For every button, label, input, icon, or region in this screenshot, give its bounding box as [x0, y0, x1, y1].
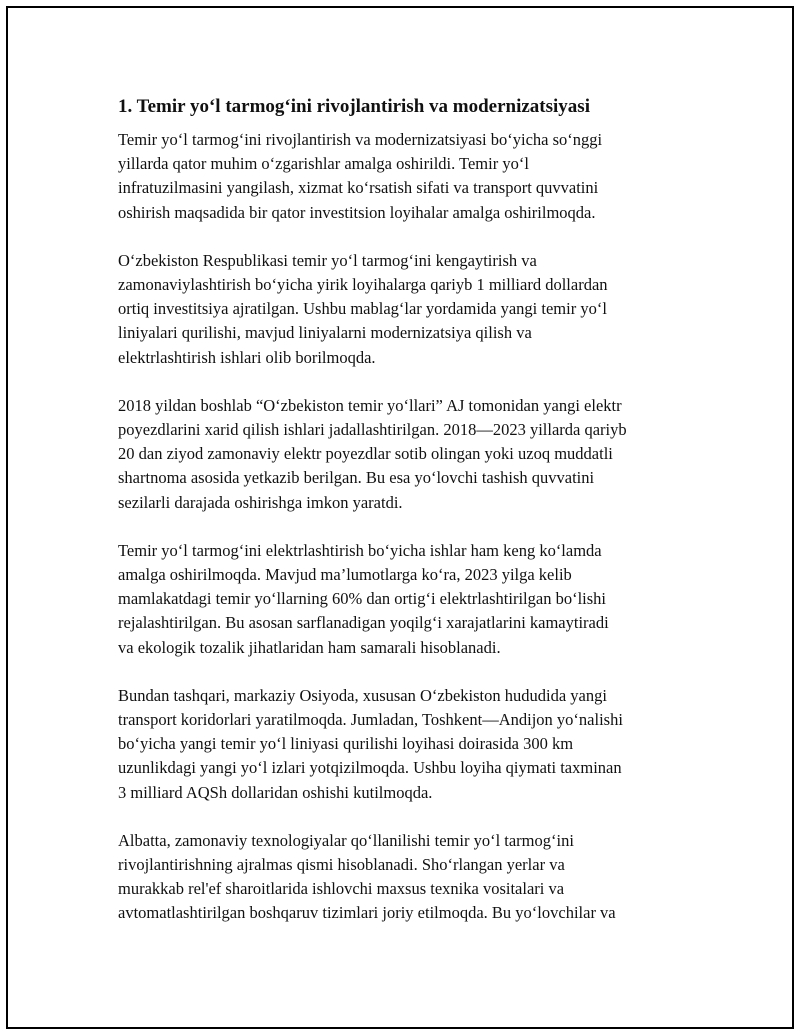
text-line: sezilarli darajada oshirishga imkon yaratdi. [118, 492, 403, 512]
text-line: 3 milliard AQSh dollaridan oshishi kutilmoqda. [118, 782, 433, 802]
text-line: avtomatlashtirilgan boshqaruv tizimlari joriy etilmoqda. Bu yo‘lovchilar va [118, 903, 616, 923]
text-line: ortiq investitsiya ajratilgan. Ushbu mablag‘lar yordamida yangi temir yo‘l [118, 299, 607, 319]
text-line: oshirish maqsadida bir qator investitsion loyihalar amalga oshirilmoqda. [118, 202, 596, 222]
text-line: 20 dan ziyod zamonaviy elektr poyezdlar sotib olingan yoki uzoq muddatli [118, 444, 613, 464]
text-line: poyezdlarini xarid qilish ishlari jadallashtirilgan. 2018—2023 yillarda qariyb [118, 420, 627, 440]
text-line: O‘zbekiston Respublikasi temir yo‘l tarmog‘ini kengaytirish va [118, 250, 537, 270]
text-line: elektrlashtirish ishlari olib borilmoqda. [118, 347, 376, 367]
text-line: Temir yo‘l tarmog‘ini rivojlantirish va modernizatsiyasi bo‘yicha so‘nggi [118, 130, 603, 149]
paragraph [118, 684, 698, 805]
text-line: Albatta, zamonaviy texnologiyalar qo‘llanilishi temir yo‘l tarmog‘ini [118, 830, 574, 850]
text-line: Temir yo‘l tarmog‘ini elektrlashtirish bo‘yicha ishlar ham keng ko‘lamda [118, 540, 602, 560]
text-line: shartnoma asosida yetkazib berilgan. Bu esa yo‘lovchi tashish quvvatini [118, 468, 595, 488]
text-line: amalga oshirilmoqda. Mavjud ma’lumotlarga ko‘ra, 2023 yilga kelib [118, 565, 572, 585]
text-line: va ekologik tozalik jihatlaridan ham samarali hisoblanadi. [118, 637, 501, 657]
text-line: liniyalari qurilishi, mavjud liniyalarni modernizatsiya qilish va [118, 323, 532, 343]
paragraph [118, 539, 698, 660]
text-line: murakkab rel'ef sharoitlarida ishlovchi maxsus texnika vositalari va [118, 879, 565, 899]
text-line: rejalashtirilgan. Bu asosan sarflanadigan yoqilg‘i xarajatlarini kamaytiradi [118, 613, 609, 633]
paragraph [118, 128, 698, 225]
text-line: transport koridorlari yaratilmoqda. Jumladan, Toshkent—Andijon yo‘nalishi [118, 710, 623, 730]
paragraph [118, 394, 698, 515]
paragraph [118, 829, 698, 926]
text-line: mamlakatdagi temir yo‘llarning 60% dan ortig‘i elektrlashtirilgan bo‘lishi [118, 589, 606, 609]
text-line: yillarda qator muhim o‘zgarishlar amalga oshirildi. Temir yo‘l [118, 154, 529, 174]
text-line: infratuzilmasini yangilash, xizmat ko‘rsatish sifati va transport quvvatini [118, 178, 599, 198]
text-line: bo‘yicha yangi temir yo‘l liniyasi qurilishi loyihasi doirasida 300 km [118, 734, 574, 754]
page-frame [6, 6, 794, 1029]
section-heading: 1. Temir yo‘l tarmog‘ini rivojlantirish va modernizatsiyasi [118, 96, 590, 117]
text-line: rivojlantirishning ajralmas qismi hisoblanadi. Sho‘rlangan yerlar va [118, 855, 565, 875]
paragraph-list [118, 128, 698, 926]
text-line: zamonaviylashtirish bo‘yicha yirik loyihalarga qariyb 1 milliard dollardan [118, 275, 608, 295]
text-line: uzunlikdagi yangi yo‘l izlari yotqizilmoqda. Ushbu loyiha qiymati taxminan [118, 758, 622, 778]
text-line: Bundan tashqari, markaziy Osiyoda, xususan O‘zbekiston hududida yangi [118, 685, 607, 705]
paragraph [118, 249, 698, 370]
text-line: 2018 yildan boshlab “O‘zbekiston temir yo‘llari” AJ tomonidan yangi elektr [118, 395, 622, 415]
document-body [118, 94, 698, 950]
